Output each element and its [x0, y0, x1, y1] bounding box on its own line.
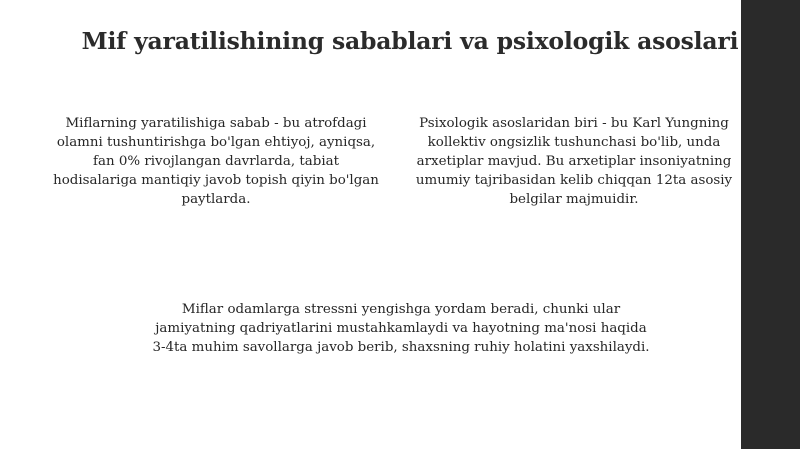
text-block-left: Miflarning yaratilishiga sabab - bu atrofdagi olamni tushuntirishga bo'lgan ehtiyoj, ayniqsa, fan 0% rivojlangan davrlarda, tabiat hodisalariga mantiqiy javob topish qiyin bo'lgan paytlarda.	[53, 116, 379, 207]
slide-title: Mif yaratilishining sabablari va psixologik asoslari	[81, 27, 739, 55]
side-panel-bar	[741, 0, 800, 449]
text-block-bottom: Miflar odamlarga stressni yengishga yordam beradi, chunki ular jamiyatning qadriyatlarini mustahkamlaydi va hayotning ma'nosi haqida 3-4ta muhim savollarga javob berib, shaxsning ruhiy holatini yaxshilaydi.	[152, 302, 650, 355]
text-block-right: Psixologik asoslaridan biri - bu Karl Yungning kollektiv ongsizlik tushunchasi bo'lib, unda arxetiplar mavjud. Bu arxetiplar insoniyatning umumiy tajribasidan kelib chiqqan 12ta asosiy belgilar majmuidir.	[415, 116, 733, 207]
